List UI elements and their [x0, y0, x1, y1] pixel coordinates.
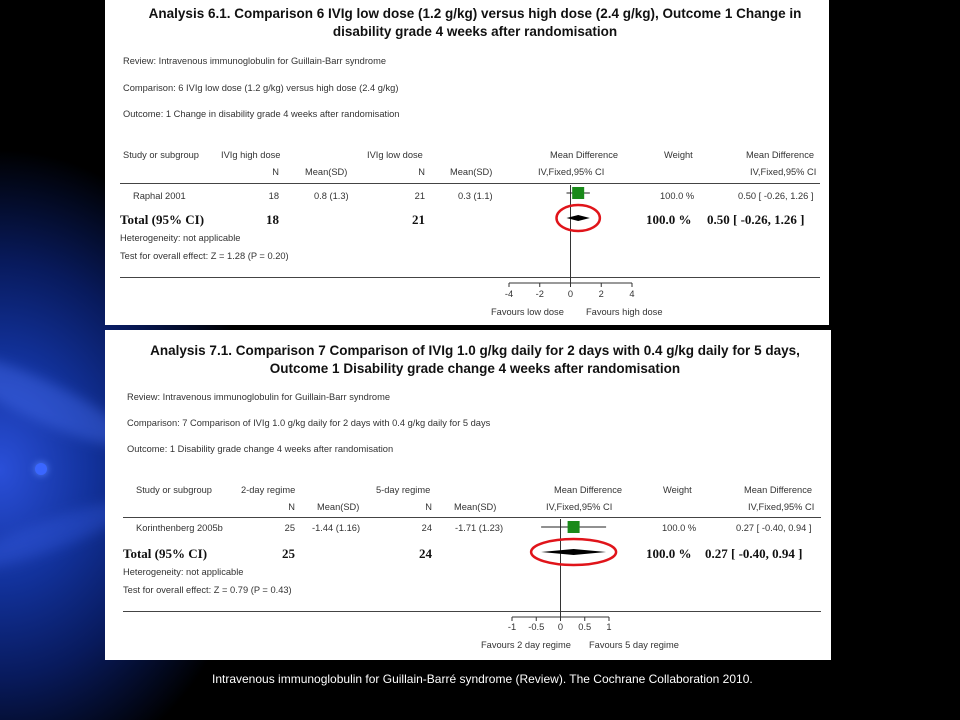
header-study: Study or subgroup: [123, 150, 199, 160]
study-mean-sd2: -1.71 (1.23): [455, 523, 504, 533]
header-n2: N: [425, 502, 432, 512]
total-weight: 100.0 %: [646, 546, 692, 561]
x-tick-label: -0.5: [528, 622, 545, 632]
favours-left: Favours low dose: [491, 307, 564, 317]
x-tick-label: 0: [567, 289, 574, 299]
title-line-1: Analysis 6.1. Comparison 6 IVIg low dose (1.2 g/kg) versus high dose (2.4 g/kg), Outcome 1 Change in: [148, 6, 802, 21]
comparison-line: Comparison: 7 Comparison of IVIg 1.0 g/kg daily for 2 days with 0.4 g/kg daily for 5 days: [127, 418, 491, 428]
header-group1: 2-day regime: [241, 485, 296, 495]
study-point-estimate: [572, 187, 584, 199]
header-weight: Weight: [664, 150, 693, 160]
header-mean-sd2: Mean(SD): [454, 502, 497, 512]
review-line: Review: Intravenous immunoglobulin for Guillain-Barr syndrome: [127, 392, 391, 402]
forest-plot-panel-2: [105, 330, 831, 660]
header-md: Mean Difference: [554, 485, 623, 495]
outcome-line: Outcome: 1 Disability grade change 4 weeks after randomisation: [127, 444, 394, 454]
study-mean-sd2: 0.3 (1.1): [458, 191, 493, 201]
study-n1: 25: [284, 523, 295, 533]
forest-plot-area: [105, 0, 829, 325]
total-n2: 21: [412, 212, 425, 227]
overall-effect-text: Test for overall effect: Z = 0.79 (P = 0.43): [123, 585, 292, 595]
favours-left: Favours 2 day regime: [481, 640, 571, 650]
header-study: Study or subgroup: [136, 485, 212, 495]
header-md-method: IV,Fixed,95% CI: [546, 502, 613, 512]
study-ci-text: 0.27 [ -0.40, 0.94 ]: [736, 523, 812, 533]
header-mean-sd2: Mean(SD): [450, 167, 493, 177]
total-ci-text: 0.50 [ -0.26, 1.26 ]: [707, 212, 805, 227]
header-md-method: IV,Fixed,95% CI: [538, 167, 605, 177]
x-tick-label: 2: [598, 289, 604, 299]
title-line-2: disability grade 4 weeks after randomisation: [332, 24, 618, 39]
header-md-right: Mean Difference: [746, 150, 815, 160]
total-label: Total (95% CI): [120, 212, 205, 227]
review-line: Review: Intravenous immunoglobulin for Guillain-Barr syndrome: [123, 56, 387, 66]
study-mean-sd1: -1.44 (1.16): [312, 523, 361, 533]
x-tick-label: 0: [557, 622, 564, 632]
study-n1: 18: [268, 191, 279, 201]
header-mean-sd1: Mean(SD): [305, 167, 348, 177]
header-group2: 5-day regime: [376, 485, 431, 495]
total-n1: 25: [282, 546, 295, 561]
slide-caption: Intravenous immunoglobulin for Guillain-Barré syndrome (Review). The Cochrane Collaboration 2010.: [212, 672, 753, 686]
overall-effect-text: Test for overall effect: Z = 1.28 (P = 0.20): [120, 251, 289, 261]
title-line-2: Outcome 1 Disability grade change 4 weeks after randomisation: [269, 361, 681, 376]
study-name: Korinthenberg 2005b: [136, 523, 223, 533]
header-md-right-method: IV,Fixed,95% CI: [748, 502, 815, 512]
header-weight: Weight: [663, 485, 692, 495]
header-md: Mean Difference: [550, 150, 619, 160]
title-line-1: Analysis 7.1. Comparison 7 Comparison of IVIg 1.0 g/kg daily for 2 days with 0.4 g/kg daily for 5 days,: [150, 343, 800, 358]
header-group1: IVIg high dose: [221, 150, 281, 160]
total-ci-text: 0.27 [ -0.40, 0.94 ]: [705, 546, 803, 561]
total-n1: 18: [266, 212, 279, 227]
heterogeneity-text: Heterogeneity: not applicable: [120, 233, 241, 243]
header-group2: IVIg low dose: [367, 150, 423, 160]
study-weight: 100.0 %: [662, 523, 697, 533]
total-weight: 100.0 %: [646, 212, 692, 227]
header-n2: N: [418, 167, 425, 177]
header-n1: N: [288, 502, 295, 512]
total-n2: 24: [419, 546, 432, 561]
x-tick-label: 4: [629, 289, 635, 299]
study-n2: 24: [421, 523, 432, 533]
study-mean-sd1: 0.8 (1.3): [314, 191, 349, 201]
forest-plot-area: [105, 330, 831, 660]
comparison-line: Comparison: 6 IVIg low dose (1.2 g/kg) versus high dose (2.4 g/kg): [123, 83, 399, 93]
x-tick-label: -2: [535, 289, 544, 299]
header-md-right-method: IV,Fixed,95% CI: [750, 167, 817, 177]
header-n1: N: [272, 167, 279, 177]
x-tick-label: 1: [606, 622, 612, 632]
study-name: Raphal 2001: [133, 191, 186, 201]
study-weight: 100.0 %: [660, 191, 695, 201]
total-diamond: [541, 549, 606, 555]
forest-plot-panel-1: [105, 0, 829, 325]
heterogeneity-text: Heterogeneity: not applicable: [123, 567, 244, 577]
header-md-right: Mean Difference: [744, 485, 813, 495]
x-tick-label: -4: [504, 289, 514, 299]
x-tick-label: -1: [507, 622, 517, 632]
x-tick-label: 0.5: [578, 622, 592, 632]
outcome-line: Outcome: 1 Change in disability grade 4 weeks after randomisation: [123, 109, 400, 119]
study-n2: 21: [414, 191, 425, 201]
background-dot: [35, 463, 47, 475]
study-point-estimate: [568, 521, 580, 533]
header-mean-sd1: Mean(SD): [317, 502, 360, 512]
total-label: Total (95% CI): [123, 546, 208, 561]
favours-right: Favours 5 day regime: [589, 640, 679, 650]
favours-right: Favours high dose: [586, 307, 663, 317]
study-ci-text: 0.50 [ -0.26, 1.26 ]: [738, 191, 814, 201]
